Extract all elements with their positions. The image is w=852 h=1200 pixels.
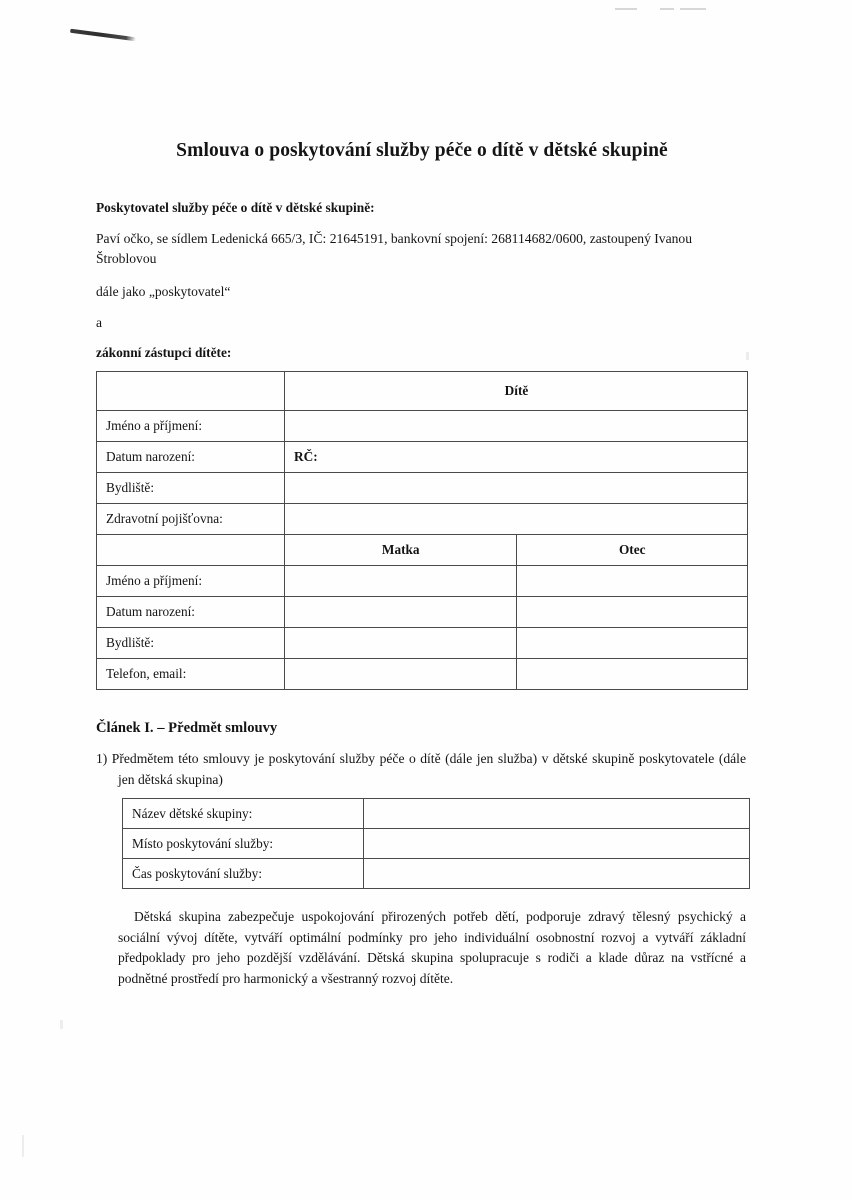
table-row	[97, 566, 748, 597]
article-heading: Článek I. – Předmět smlouvy	[96, 720, 278, 737]
article-item-1: 1) Předmětem této smlouvy je poskytování služby péče o dítě (dále jen služba) v dětské skupině poskytovatele (dále jen dětská skupina)	[96, 751, 746, 787]
empty-corner-cell	[97, 372, 285, 411]
table-row	[123, 859, 750, 889]
table-row	[97, 473, 748, 504]
table-row	[123, 829, 750, 859]
row-value-father-residence[interactable]	[516, 628, 748, 659]
conjunction-a: a	[96, 315, 103, 331]
scan-speck	[60, 1020, 63, 1029]
row-value-father-contact[interactable]	[516, 659, 748, 690]
row-value-group-name[interactable]	[364, 799, 750, 829]
table-row	[123, 799, 750, 829]
row-value-child-insurance[interactable]	[285, 504, 748, 535]
row-label-child-birthdate: Datum narození:	[97, 442, 285, 473]
row-value-child-name[interactable]	[285, 411, 748, 442]
row-label-parent-residence: Bydliště:	[97, 628, 285, 659]
row-value-child-residence[interactable]	[285, 473, 748, 504]
provider-details: Paví očko, se sídlem Ledenická 665/3, IČ: 21645191, bankovní spojení: 268114682/0600, zastoupený Ivanou Štroblovou	[96, 231, 693, 266]
row-value-service-time[interactable]	[364, 859, 750, 889]
row-value-mother-name[interactable]	[285, 566, 517, 597]
row-label-child-name: Jméno a příjmení:	[97, 411, 285, 442]
mother-column-header: Matka	[285, 535, 517, 566]
guardians-form-table	[96, 371, 748, 690]
child-column-header: Dítě	[285, 372, 748, 411]
empty-corner-cell-parents	[97, 535, 285, 566]
row-label-child-insurance: Zdravotní pojišťovna:	[97, 504, 285, 535]
row-value-child-birth-number[interactable]: RČ:	[285, 442, 748, 473]
scan-speck	[22, 1135, 24, 1157]
table-row	[97, 628, 748, 659]
service-details-table	[122, 798, 750, 889]
provider-heading: Poskytovatel služby péče o dítě v dětské skupině:	[96, 200, 375, 215]
closing-paragraph: Dětská skupina zabezpečuje uspokojování přirozených potřeb dětí, podporuje zdravý tělesný psychický a sociální vývoj dítěte, vytváří optimální podmínky pro jeho individuální osobnostní rozvoj a vytváří základní předpoklady pro jeho pozdější vzdělávání. Dětská skupina spolupracuje s rodiči a klade důraz na vstřícné a podnětné prostředí pro harmonický a všestranný rozvoj dítěte.	[118, 909, 746, 986]
row-value-mother-residence[interactable]	[285, 628, 517, 659]
row-label-service-place: Místo poskytování služby:	[123, 829, 364, 859]
table-row-child-header	[97, 372, 748, 411]
row-value-father-birthdate[interactable]	[516, 597, 748, 628]
row-value-mother-birthdate[interactable]	[285, 597, 517, 628]
document-body	[96, 0, 748, 989]
father-column-header: Otec	[516, 535, 748, 566]
page-title: Smlouva o poskytování služby péče o dítě v dětské skupině	[176, 140, 668, 161]
table-row	[97, 504, 748, 535]
row-label-service-time: Čas poskytování služby:	[123, 859, 364, 889]
table-row	[97, 597, 748, 628]
row-value-mother-contact[interactable]	[285, 659, 517, 690]
provider-alias: dále jako „poskytovatel“	[96, 284, 231, 300]
row-label-child-residence: Bydliště:	[97, 473, 285, 504]
guardians-heading: zákonní zástupci dítěte:	[96, 345, 232, 361]
row-label-parent-name: Jméno a příjmení:	[97, 566, 285, 597]
table-row	[97, 442, 748, 473]
table-row-parents-header	[97, 535, 748, 566]
row-label-parent-birthdate: Datum narození:	[97, 597, 285, 628]
row-label-group-name: Název dětské skupiny:	[123, 799, 364, 829]
table-row	[97, 411, 748, 442]
row-label-parent-contact: Telefon, email:	[97, 659, 285, 690]
table-row	[97, 659, 748, 690]
row-value-father-name[interactable]	[516, 566, 748, 597]
row-value-service-place[interactable]	[364, 829, 750, 859]
